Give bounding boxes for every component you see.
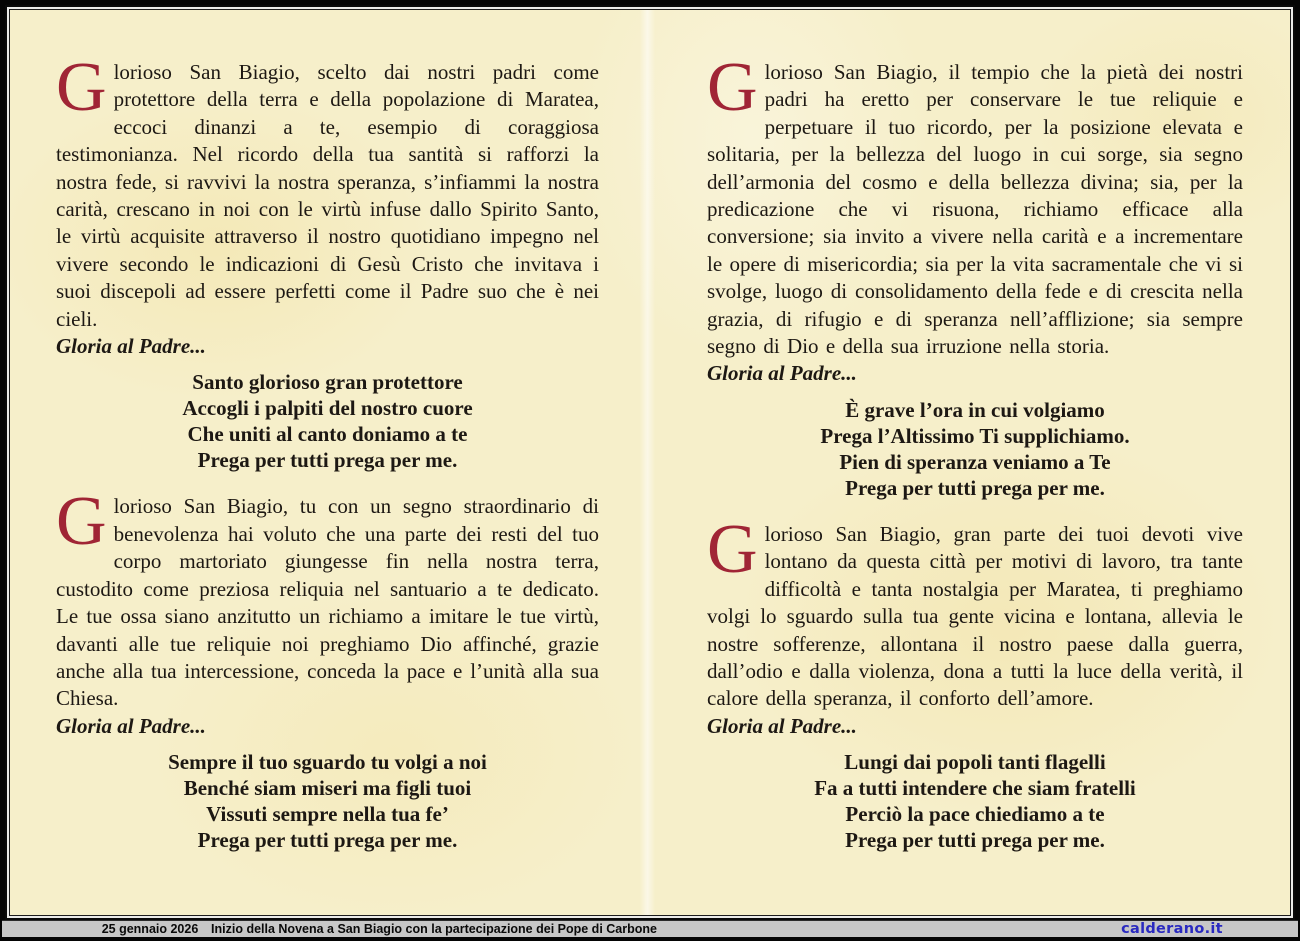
- verse-line: Pien di speranza veniamo a Te: [839, 449, 1111, 474]
- verse-line: Prega l’Altissimo Ti supplichiamo.: [820, 423, 1130, 448]
- footer-caption: Inizio della Novena a San Biagio con la partecipazione dei Pope di Carbone: [211, 922, 657, 936]
- verse-line: Accogli i palpiti del nostro cuore: [182, 396, 473, 421]
- paragraph-text: lorioso San Biagio, scelto dai nostri padri come protettore della terra e della popolazione di Maratea, eccoci dinanzi a te, esempio di coraggiosa testimonianza. Nel ricordo della tua santità si rafforzi la nostra fede, si ravvivi la nostra speranza, s’infiammi la nostra carità, crescano in noi con le virtù infuse dallo Spirito Santo, le virtù acquisite attraverso il nostro quotidiano impegno nel vivere secondo le indicazioni di Gesù Cristo che invitava i suoi discepoli ad essere perfetti come il Padre suo che è nei cieli.: [56, 60, 599, 331]
- verse-line: Perciò la pace chiediamo a te: [845, 802, 1105, 827]
- verse-stanza: [56, 749, 599, 853]
- drop-cap-initial: G: [56, 483, 107, 561]
- prayer-paragraph: [56, 483, 599, 712]
- footer-site-watermark: calderano.it: [1121, 921, 1223, 937]
- booklet-page-spread: [9, 9, 1291, 916]
- verse-stanza: [707, 397, 1243, 501]
- prayer-paragraph: [56, 49, 599, 333]
- footer-bar: [2, 920, 1298, 937]
- verse-line: Che uniti al canto doniamo a te: [187, 422, 468, 447]
- prayer-paragraph: [707, 510, 1243, 713]
- verse-line: Fa a tutti intendere che siam fratelli: [814, 776, 1136, 801]
- gloria-al-padre: Gloria al Padre...: [56, 334, 206, 359]
- paragraph-text: lorioso San Biagio, gran parte dei tuoi devoti vive lontano da questa città per motivi di lavoro, tra tante difficoltà e tanta nostalgia per Maratea, ti preghiamo volgi lo sguardo sulla tua gente vicina e lontana, allevia le nostre sofferenze, allontana il nostro paese dalla guerra, dall’odio e dalla violenza, dona a tutti la luce della verità, il calore della speranza, il conforto dell’amore.: [707, 521, 1243, 711]
- gloria-al-padre: Gloria al Padre...: [707, 361, 857, 386]
- verse-line: Lungi dai popoli tanti flagelli: [844, 750, 1106, 775]
- paragraph-text: lorioso San Biagio, il tempio che la pietà dei nostri padri ha eretto per conservare le tue reliquie e perpetuare il tuo ricordo, per la posizione elevata e solitaria, per la bellezza del luogo in cui sorge, sia segno dell’armonia del cosmo e della bellezza divina; sia, per la predicazione che vi risuona, richiamo efficace alla conversione; sia invito a vivere nella carità e a incrementare le opere di misericordia; sia per la vita sacramentale che vi si svolge, luogo di consolidamento della fede e di crescita nella grazia, di rifugio e di speranza nell’afflizione; sia sempre segno di Dio e della sua irruzione nella storia.: [707, 60, 1243, 359]
- verse-line: Prega per tutti prega per me.: [845, 475, 1105, 500]
- verse-line: Vissuti sempre nella tua fe’: [206, 802, 449, 827]
- verse-line: Prega per tutti prega per me.: [845, 828, 1105, 853]
- paragraph-text: lorioso San Biagio, tu con un segno straordinario di benevolenza hai voluto che una parte dei resti del tuo corpo martoriato giungesse fin nella nostra terra, custodito come preziosa reliquia nel santuario a te dedicato. Le tue ossa siano anzitutto un richiamo a imitare le tue virtù, davanti alle tue reliquie noi preghiamo Dio affinché, grazie anche alla tua intercessione, conceda la pace e l’unità alla sua Chiesa.: [56, 494, 599, 711]
- gloria-al-padre: Gloria al Padre...: [707, 713, 857, 738]
- drop-cap-initial: G: [56, 49, 107, 126]
- left-page-column: [56, 49, 599, 873]
- verse-line: Prega per tutti prega per me.: [197, 448, 458, 473]
- right-page-column: [707, 49, 1243, 873]
- verse-line: È grave l’ora in cui volgiamo: [845, 397, 1105, 422]
- gloria-al-padre: Gloria al Padre...: [56, 713, 206, 738]
- verse-stanza: [56, 369, 599, 473]
- drop-cap-initial: G: [707, 49, 758, 126]
- footer-date: 25 gennaio 2026: [101, 922, 199, 936]
- drop-cap-initial: G: [707, 510, 758, 588]
- verse-stanza: [707, 749, 1243, 853]
- verse-line: Santo glorioso gran protettore: [192, 370, 463, 395]
- verse-line: Prega per tutti prega per me.: [197, 828, 458, 853]
- verse-line: Sempre il tuo sguardo tu volgi a noi: [168, 750, 487, 775]
- verse-line: Benché siam miseri ma figli tuoi: [183, 776, 472, 801]
- prayer-paragraph: [707, 49, 1243, 360]
